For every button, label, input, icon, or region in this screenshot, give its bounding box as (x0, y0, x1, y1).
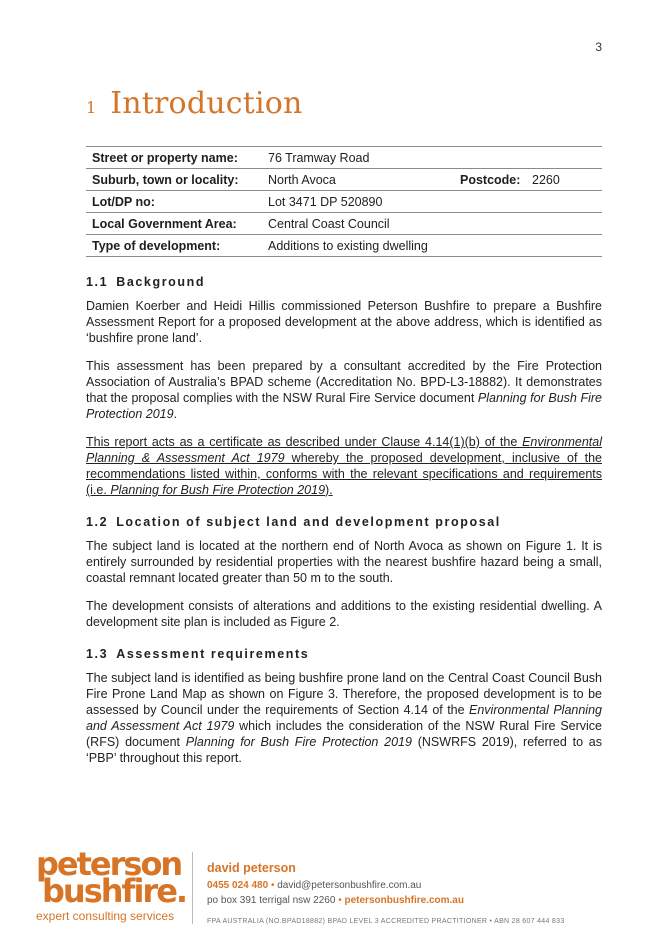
text-span: (NSWRFS 2019), referred to as ‘PBP’ throughout this report. (86, 735, 602, 765)
lot-dp-label: Lot/DP no: (86, 191, 268, 213)
body-content (86, 274, 602, 778)
document-title: Planning for Bush Fire Protection 2019 (110, 483, 326, 497)
development-type-value: Additions to existing dwelling (268, 235, 602, 257)
text-span: ). (325, 483, 333, 497)
street-label: Street or property name: (86, 147, 268, 169)
subsection-title: Location of subject land and development proposal (116, 515, 501, 529)
logo-word-peterson: peterson (36, 845, 182, 883)
development-type-label: Type of development: (86, 235, 268, 257)
section-number: 1 (86, 98, 97, 117)
logo-tagline: expert consulting services (36, 909, 175, 923)
act-title: Environmental Planning & Assessment Act 1979 (86, 435, 602, 465)
page-footer (0, 846, 668, 946)
subsection-heading-location (86, 514, 602, 531)
email-link[interactable]: david@petersonbushfire.com.au (277, 880, 422, 891)
text-span: whereby the proposed development, inclusive of the recommendations listed within, conforms with the relevant specifications and requirements (i.e. (86, 451, 602, 497)
postcode-value: 2260 (532, 169, 602, 191)
postal-address: po box 391 terrigal nsw 2260 (207, 895, 336, 906)
contact-name: david peterson (207, 861, 296, 875)
subsection-title: Assessment requirements (116, 647, 310, 661)
footer-divider (192, 852, 193, 924)
table-row (86, 235, 602, 257)
paragraph (86, 358, 602, 422)
lga-label: Local Government Area: (86, 213, 268, 235)
document-title: Planning for Bush Fire Protection 2019 (86, 391, 602, 421)
document-title: Planning for Bush Fire Protection 2019 (185, 735, 412, 749)
subsection-number: 1.1 (86, 275, 109, 289)
act-title: Environmental Planning and Assessment Act 1979 (86, 703, 602, 733)
lot-dp-value: Lot 3471 DP 520890 (268, 191, 602, 213)
text-span: . (173, 407, 178, 421)
paragraph (86, 670, 602, 766)
section-heading (86, 86, 303, 121)
text-span: This assessment has been prepared by a consultant accredited by the Fire Protection Association of Australia’s BPAD scheme (Accreditation No. BPD-L3-18882). It demonstrates that the proposal complies with the NSW Rural Fire Service document (86, 359, 602, 405)
suburb-value: North Avoca (268, 169, 460, 191)
subsection-heading-background (86, 274, 602, 291)
text-span: The subject land is identified as being bushfire prone land on the Central Coast Council Bush Fire Prone Land Map as shown on Figure 3. Therefore, the proposed development is to be assessed by Council under the requirements of Section 4.14 of the (86, 671, 602, 717)
accreditation-text: FPA AUSTRALIA (NO.BPAD18882) BPAD LEVEL 3 ACCREDITED PRACTITIONER • ABN 28 607 444 833 (207, 918, 565, 925)
subsection-number: 1.3 (86, 647, 109, 661)
separator-dot: • (270, 880, 275, 891)
page-number: 3 (595, 40, 602, 54)
subsection-title: Background (116, 275, 206, 289)
paragraph: The development consists of alterations and additions to the existing residential dwelling. A development site plan is included as Figure 2. (86, 599, 602, 629)
postcode-label: Postcode: (460, 169, 532, 191)
separator-dot: • (338, 895, 342, 906)
company-logo (36, 845, 187, 923)
table-row (86, 213, 602, 235)
street-value: 76 Tramway Road (268, 147, 602, 169)
certificate-paragraph (86, 434, 602, 498)
logo-word-bushfire: bushfire. (42, 872, 187, 910)
subsection-heading-assessment (86, 646, 602, 663)
table-row (86, 191, 602, 213)
table-row (86, 169, 602, 191)
text-span: which includes the consideration of the NSW Rural Fire Service (RFS) document (86, 719, 602, 749)
table-row (86, 147, 602, 169)
subsection-number: 1.2 (86, 515, 109, 529)
phone-number: 0455 024 480 (207, 880, 269, 891)
paragraph: Damien Koerber and Heidi Hillis commissioned Peterson Bushfire to prepare a Bushfire Assessment Report for a proposed development at the above address, which is identified as ‘bushfire prone land’. (86, 299, 602, 345)
contact-line-address-web (207, 893, 565, 908)
contact-line-phone-email (207, 878, 565, 893)
contact-block (207, 860, 565, 929)
suburb-label: Suburb, town or locality: (86, 169, 268, 191)
lga-value: Central Coast Council (268, 213, 602, 235)
page-title: Introduction (110, 86, 303, 121)
website-link[interactable]: petersonbushfire.com.au (344, 895, 464, 906)
paragraph: The subject land is located at the northern end of North Avoca as shown on Figure 1. It is entirely surrounded by residential properties with the nearest bushfire hazard being a small, coastal remnant located greater than 50 m to the south. (86, 539, 602, 585)
property-info-table (86, 146, 602, 257)
text-span: This report acts as a certificate as described under Clause 4.14(1)(b) of the (86, 435, 523, 449)
